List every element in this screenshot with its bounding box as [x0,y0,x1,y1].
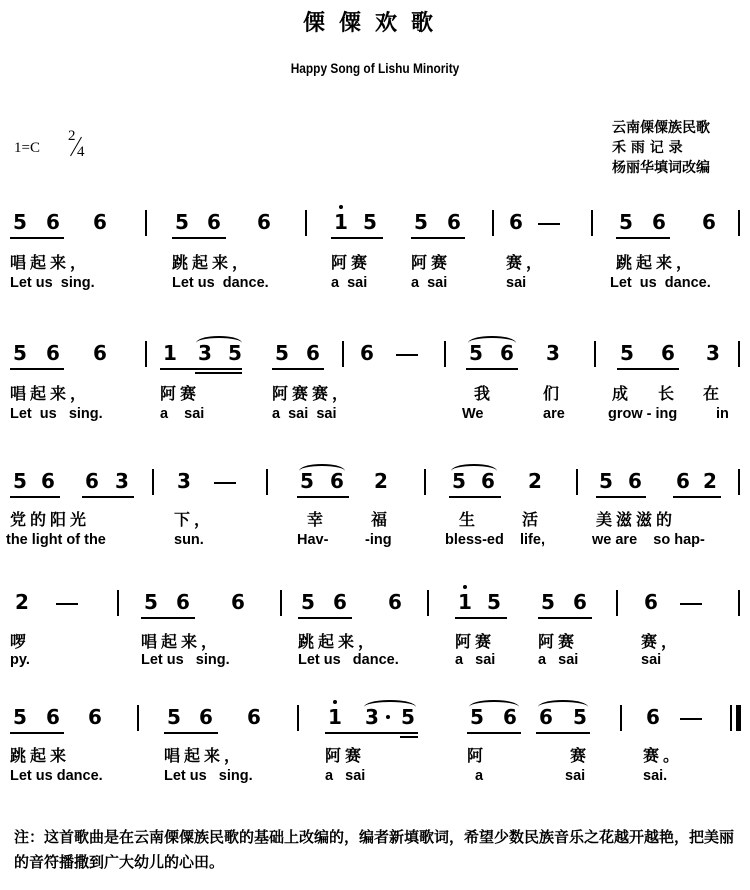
barline [297,705,299,731]
note: 6 [46,341,60,365]
barline [738,210,740,236]
lyric-en: we are so hap- [592,532,705,548]
note: 6 [652,210,666,234]
meter-numerator: 2 [68,128,76,144]
note: 5 [275,341,289,365]
lyric-cn: 阿赛赛， [272,384,353,403]
slur [364,700,416,714]
eighth-beam [160,368,242,370]
lyric-cn: 党的阳光 [10,510,91,529]
song-subtitle: Happy Song of Lishu Minority [290,60,460,76]
credit-origin: 云南傈僳族民歌 [612,120,710,136]
note: 6 [247,705,261,729]
barline [591,210,593,236]
note: 6 [573,590,587,614]
lyric-cn: 唱起来， [10,384,91,403]
lyric-en: grow - ing [608,406,678,422]
lyric-en: Let us dance. [172,275,269,291]
lyric-en: py. [10,652,30,668]
barline [738,341,740,367]
lyric-en: a sai [411,275,448,291]
dash-extension [214,482,236,484]
note: 6 [46,210,60,234]
note: 1 [163,341,177,365]
note: 6 [231,590,245,614]
high-octave-dot [333,700,337,704]
lyric-en: the light of the [6,532,106,548]
lyric-en: a [475,768,484,784]
lyric-cn: 我 [474,384,495,403]
lyric-en: bless-ed [445,532,504,548]
note: 1 [328,705,342,729]
lyric-en: Let us dance. [298,652,399,668]
note: 6 [93,210,107,234]
barline [145,341,147,367]
lyric-cn: 阿赛 [538,632,579,651]
note: 5 [620,341,634,365]
barline [342,341,344,367]
lyric-en: a sai [325,768,366,784]
note: 3 [546,341,560,365]
barline [305,210,307,236]
lyric-cn: 赛， [506,253,547,272]
lyric-en: We [462,406,484,422]
note: 6 [207,210,221,234]
eighth-beam [538,617,592,619]
lyric-en: Hav- [297,532,329,548]
barline [594,341,596,367]
high-octave-dot [339,205,343,209]
lyric-cn: 阿赛 [331,253,372,272]
high-octave-dot [463,585,467,589]
note: 6 [661,341,675,365]
note: 2 [374,469,388,493]
note: 6 [46,705,60,729]
lyric-cn: 赛。 [643,746,684,765]
augmentation-dot [386,715,390,719]
eighth-beam [616,237,670,239]
final-barline-thick [736,705,741,731]
lyric-cn: 阿赛 [325,746,366,765]
note: 5 [228,341,242,365]
eighth-beam [617,368,679,370]
eighth-beam [331,237,383,239]
slur [538,700,588,714]
barline [576,469,578,495]
dash-extension [538,223,560,225]
eighth-beam [10,496,60,498]
note: 6 [447,210,461,234]
eighth-beam [536,732,590,734]
note: 6 [88,705,102,729]
lyric-cn: 阿赛 [160,384,201,403]
lyric-cn: 跳起来， [616,253,697,272]
note: 6 [306,341,320,365]
eighth-beam [82,496,134,498]
note: 5 [363,210,377,234]
note: 5 [487,590,501,614]
barline [427,590,429,616]
barline [616,590,618,616]
lyric-cn: 在 [703,384,724,403]
dash-extension [396,354,418,356]
note: 6 [93,341,107,365]
lyric-cn: 下， [174,510,215,529]
slur [469,700,519,714]
lyric-cn: 们 [543,384,564,403]
eighth-beam [10,368,64,370]
barline [152,469,154,495]
lyric-cn: 跳起来 [10,746,71,765]
note: 3 [706,341,720,365]
note: 6 [360,341,374,365]
eighth-beam [596,496,646,498]
lyric-en: a sai [331,275,368,291]
eighth-beam [164,732,218,734]
lyric-cn: 啰 [10,632,31,651]
footnote: 注：这首歌曲是在云南傈僳族民歌的基础上改编的，编者新填歌词，希望少数民族音乐之花越开越艳，把美丽的音符播撒到广大幼儿的心田。 [14,828,735,871]
barline [424,469,426,495]
note: 5 [541,590,555,614]
note: 5 [470,705,484,729]
note: 5 [619,210,633,234]
lyric-en: Let us sing. [10,275,95,291]
lyric-en: Let us sing. [141,652,230,668]
note: 6 [503,705,517,729]
note: 6 [702,210,716,234]
note: 5 [144,590,158,614]
note: 6 [500,341,514,365]
lyric-en: Let us dance. [610,275,711,291]
eighth-beam [449,496,501,498]
note: 6 [41,469,55,493]
note: 6 [509,210,523,234]
lyric-en: a sai sai [272,406,337,422]
eighth-beam [141,617,195,619]
note: 6 [257,210,271,234]
note: 3 [365,705,379,729]
credit-recorder: 禾 雨 记 录 [612,140,683,156]
lyric-cn: 阿 [467,746,488,765]
note: 5 [599,469,613,493]
note: 5 [167,705,181,729]
slur [299,464,345,478]
note: 1 [458,590,472,614]
note: 6 [199,705,213,729]
lyric-en: sai [506,275,527,291]
barline [117,590,119,616]
note: 6 [628,469,642,493]
eighth-beam [467,732,521,734]
dash-extension [680,603,702,605]
lyric-cn: 美滋滋的 [596,510,677,529]
lyric-cn: 赛 [570,746,591,765]
note: 6 [539,705,553,729]
eighth-beam [466,368,518,370]
dash-extension [680,718,702,720]
note: 6 [481,469,495,493]
lyric-en: a sai [538,652,579,668]
eighth-beam [297,496,349,498]
note: 2 [15,590,29,614]
barline [145,210,147,236]
lyric-cn: 赛， [641,632,682,651]
eighth-beam [411,237,465,239]
lyric-cn: 幸 [307,510,328,529]
lyric-cn: 唱起来， [141,632,222,651]
note: 1 [334,210,348,234]
note: 5 [13,705,27,729]
lyric-en: Let us dance. [10,768,103,784]
credits [612,118,710,178]
lyric-cn: 唱起来， [164,746,245,765]
barline [444,341,446,367]
eighth-beam [272,368,324,370]
song-title: 傈僳欢歌 [302,10,447,36]
note: 6 [85,469,99,493]
lyric-cn: 唱起来， [10,253,91,272]
note: 5 [301,590,315,614]
note: 5 [300,469,314,493]
eighth-beam [10,237,64,239]
note: 5 [573,705,587,729]
eighth-beam [455,617,507,619]
slur [451,464,497,478]
note: 6 [330,469,344,493]
note: 6 [644,590,658,614]
lyric-en: Let us sing. [164,768,253,784]
lyric-cn: 阿赛 [455,632,496,651]
key-signature: 1=C [14,140,40,156]
sixteenth-beam [400,736,418,738]
lyric-en: sun. [174,532,204,548]
dash-extension [56,603,78,605]
note: 5 [452,469,466,493]
final-barline-thin [730,705,732,731]
note: 2 [703,469,717,493]
lyric-cn: 跳起来， [298,632,379,651]
eighth-beam [325,732,418,734]
note: 3 [115,469,129,493]
eighth-beam [673,496,721,498]
note: 6 [333,590,347,614]
barline [137,705,139,731]
note: 5 [13,210,27,234]
lyric-en: are [543,406,565,422]
barline [738,469,740,495]
lyric-en: sai. [643,768,668,784]
lyric-en: sai [565,768,586,784]
barline [492,210,494,236]
lyric-en: in [716,406,729,422]
meter-denominator: 4 [77,144,85,160]
lyric-en: a sai [160,406,205,422]
lyric-cn: 福 [371,510,392,529]
note: 5 [175,210,189,234]
note: 5 [414,210,428,234]
lyric-cn: 跳起来， [172,253,253,272]
barline [266,469,268,495]
note: 6 [646,705,660,729]
lyric-cn: 生 [459,510,480,529]
note: 5 [469,341,483,365]
note: 3 [198,341,212,365]
lyric-en: sai [641,652,662,668]
barline [738,590,740,616]
time-signature [62,128,92,164]
lyric-cn: 长 [658,384,679,403]
lyric-en: life, [520,532,545,548]
eighth-beam [172,237,226,239]
eighth-beam [298,617,352,619]
lyric-cn: 阿赛 [411,253,452,272]
note: 5 [13,469,27,493]
lyric-en: Let us sing. [10,406,103,422]
note: 6 [676,469,690,493]
lyric-en: -ing [365,532,392,548]
credit-arranger: 杨丽华填词改编 [612,160,710,176]
barline [280,590,282,616]
lyric-en: a sai [455,652,496,668]
eighth-beam [10,732,64,734]
note: 5 [401,705,415,729]
sixteenth-beam [195,372,242,374]
slur [468,336,516,350]
note: 6 [388,590,402,614]
barline [620,705,622,731]
lyric-cn: 活 [522,510,543,529]
note: 6 [176,590,190,614]
note: 3 [177,469,191,493]
lyric-cn: 成 [612,384,633,403]
slur [196,336,242,350]
note: 5 [13,341,27,365]
note: 2 [528,469,542,493]
